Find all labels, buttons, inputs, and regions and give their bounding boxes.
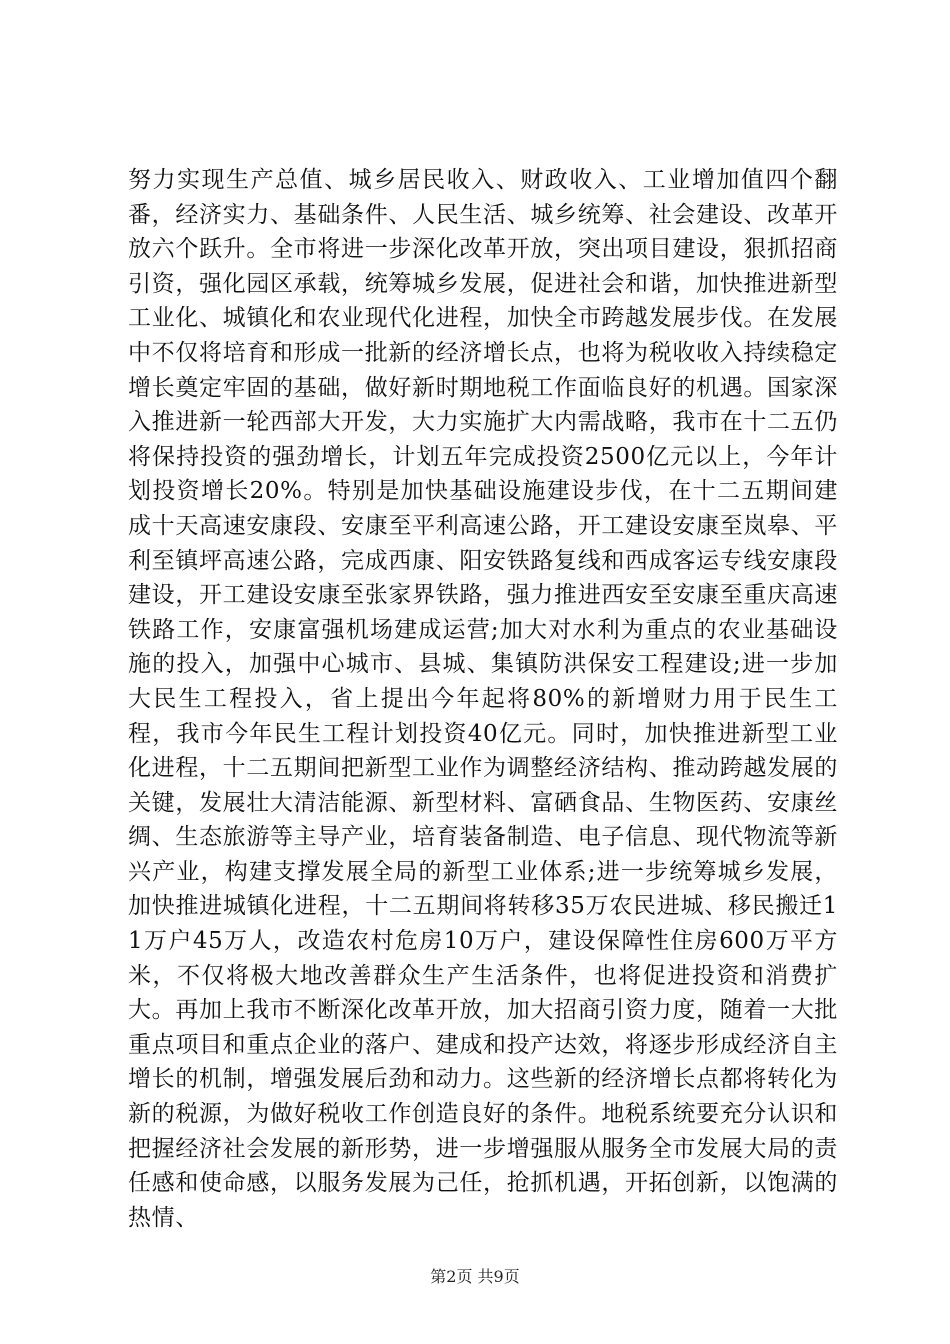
page-footer: 第2页 共9页 [430, 1267, 520, 1286]
body-paragraph: 努力实现生产总值、城乡居民收入、财政收入、工业增加值四个翻番，经济实力、基础条件、人民生活、城乡统筹、社会建设、改革开放六个跃升。全市将进一步深化改革开放，突出项目建设，狠抓招商引资，强化园区承载，统筹城乡发展，促进社会和谐，加快推进新型工业化、城镇化和农业现代化进程，加快全市跨越发展步伐。在发展中不仅将培育和形成一批新的经济增长点，也将为税收收入持续稳定增长奠定牢固的基础，做好新时期地税工作面临良好的机遇。国家深入推进新一轮西部大开发，大力实施扩大内需战略，我市在十二五仍将保持投资的强劲增长，计划五年完成投资2500亿元以上，今年计划投资增长20%。特别是加快基础设施建设步伐，在十二五期间建成十天高速安康段、安康至平利高速公路，开工建设安康至岚皋、平利至镇坪高速公路，完成西康、阳安铁路复线和西成客运专线安康段建设，开工建设安康至张家界铁路，强力推进西安至安康至重庆高速铁路工作，安康富强机场建成运营;加大对水利为重点的农业基础设施的投入，加强中心城市、县城、集镇防洪保安工程建设;进一步加大民生工程投入，省上提出今年起将80%的新增财力用于民生工程，我市今年民生工程计划投资40亿元。同时，加快推进新型工业化进程，十二五期间把新型工业作为调整经济结构、推动跨越发展的关键，发展壮大清洁能源、新型材料、富硒食品、生物医药、安康丝绸、生态旅游等主导产业，培育装备制造、电子信息、现代物流等新兴产业，构建支撑发展全局的新型工业体系;进一步统筹城乡发展，加快推进城镇化进程，十二五期间将转移35万农民进城、移民搬迁11万户45万人，改造农村危房10万户，建设保障性住房600万平方米，不仅将极大地改善群众生产生活条件，也将促进投资和消费扩大。再加上我市不断深化改革开放，加大招商引资力度，随着一大批重点项目和重点企业的落户、建成和投产达效，将逐步形成经济自主增长的机制，增强发展后劲和动力。这些新的经济增长点都将转化为新的税源，为做好税收工作创造良好的条件。地税系统要充分认识和把握经济社会发展的新形势，进一步增强服从服务全市发展大局的责任感和使命感，以服务发展为己任，抢抓机遇，开拓创新，以饱满的热情、 [128, 167, 838, 1231]
